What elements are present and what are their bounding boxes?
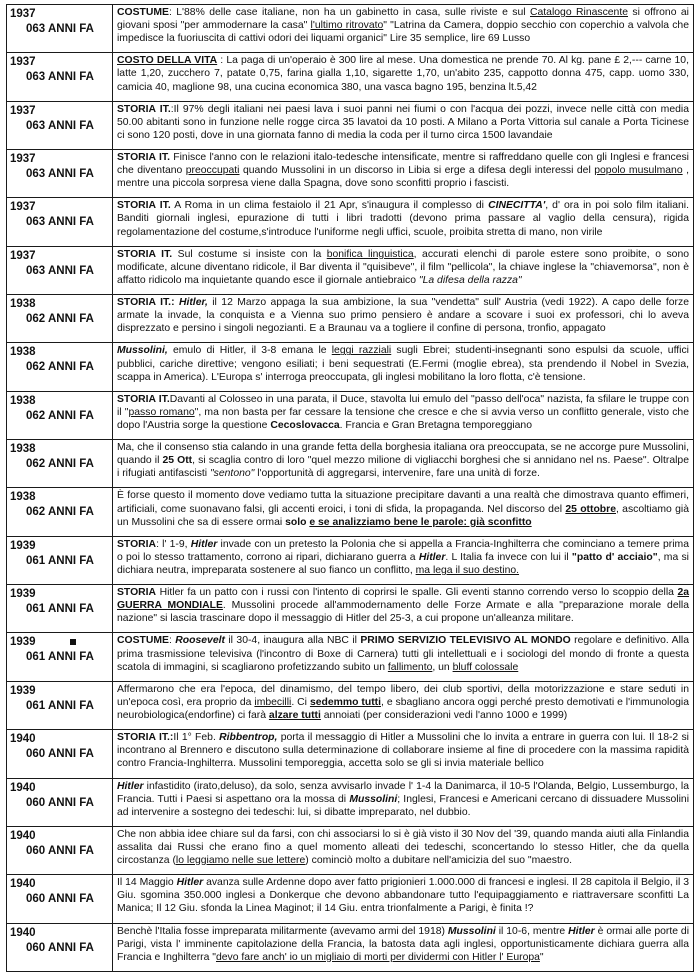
- entry-text: [113, 923, 694, 971]
- years-ago-label: 062 ANNI FA: [26, 361, 94, 374]
- years-ago-label: 063 ANNI FA: [26, 119, 94, 132]
- entry-text: [113, 101, 694, 149]
- table-row: [7, 53, 694, 101]
- entry-text: [113, 633, 694, 681]
- date-cell: [7, 101, 113, 149]
- text-run: Roosevelt: [175, 635, 225, 647]
- year-label: 1937: [10, 201, 36, 214]
- entry-text: [113, 488, 694, 536]
- table-row: [7, 150, 694, 198]
- year-label: 1937: [10, 153, 36, 166]
- entry-text: [113, 730, 694, 778]
- text-run: Hitler: [190, 538, 218, 550]
- text-run: bonifica linguistica: [326, 248, 414, 260]
- text-run: "patto d' acciaio": [571, 551, 658, 563]
- text-run: 2a GUERRA MONDIALE: [117, 587, 689, 612]
- text-run: 25 Ott: [162, 455, 193, 467]
- entry-text: [113, 440, 694, 488]
- table-row: [7, 101, 694, 149]
- text-run: STORIA IT.:: [117, 732, 174, 744]
- text-run: il 30-4, inaugura alla NBC il: [224, 635, 361, 647]
- text-run: . Mussolini procede all'ammodernamento delle Forze Armate e alla "preparazione morale della nazione" si lascia trascinare dopo il messaggio di Hitler del 25-3, a cui propone un'alleanza militare.: [117, 600, 689, 625]
- years-ago-label: 060 ANNI FA: [26, 941, 94, 954]
- table-row: [7, 681, 694, 729]
- text-run: . Ci: [291, 696, 310, 708]
- text-run: : l' 1-9,: [156, 538, 191, 550]
- entry-text: [113, 536, 694, 584]
- entry-text: [113, 826, 694, 874]
- text-run: bluff colossale: [452, 661, 519, 673]
- text-run: alzare tutti: [268, 710, 321, 721]
- text-run: " "Latrina da Camera, doppio secchio con coperchio a valvola che impedisce la fuoriuscita di cattivi odori dei liquami organici" Lire 35 semplice, lire 69 Lusso: [117, 20, 689, 45]
- text-run: infastidito (irato,deluso), da solo, senza avvisarlo invade l' 1-4 la Danimarca, il 10-5 l'Olanda, Belgio, Lussemburgo, la Francia. Tutti i Paesi si aspettano ora la mossa di: [117, 780, 689, 805]
- text-run: Mussolini,: [117, 345, 168, 357]
- text-run: Sul costume si insiste con la: [172, 248, 327, 260]
- text-run: CINECITTA': [488, 200, 546, 212]
- table-row: [7, 391, 694, 439]
- text-run: Catalogo Rinascente: [530, 7, 628, 18]
- text-run: STORIA IT.: [117, 152, 170, 164]
- text-run: . Francia e Gran Bretagna temporeggiano: [339, 419, 532, 431]
- years-ago-label: 061 ANNI FA: [26, 651, 94, 664]
- date-cell: [7, 488, 113, 536]
- year-label: 1939: [10, 636, 36, 649]
- text-run: ; Inglesi, Francesi e Americani cercano di dissuadere Mussolini ad intervenire a sostegno dei tedeschi: lui, si dibatte impreparato, nel dubbio.: [117, 793, 689, 818]
- date-cell: [7, 391, 113, 439]
- table-row: [7, 488, 694, 536]
- entry-text: [113, 343, 694, 391]
- text-run: Benchè l'Italia fosse impreparata militarmente (avevamo armi del 1918): [117, 925, 448, 937]
- year-label: 1938: [10, 394, 36, 407]
- date-cell: [7, 150, 113, 198]
- text-run: Cecoslovacca: [270, 419, 340, 431]
- years-ago-label: 060 ANNI FA: [26, 844, 94, 857]
- year-label: 1939: [10, 539, 36, 552]
- text-run: , accurati elenchi di parole estere sono proibite, o sono modificate, alcune diventano ridicole, il Bar diventa il "quisibeve", il film "pellicola", la chiave inglese la "chiavemorsa", non è affatto ridicolo ma inquietante quando esce il giornale antiebraico: [117, 248, 690, 286]
- text-run: quando Mussolini in un discorso in Libia si erge a difesa degli interessi del: [239, 165, 595, 177]
- table-row: [7, 246, 694, 294]
- text-run: Il 14 Maggio: [117, 877, 177, 889]
- table-row: [7, 536, 694, 584]
- years-ago-label: 062 ANNI FA: [26, 506, 94, 519]
- years-ago-label: 063 ANNI FA: [26, 71, 94, 84]
- date-cell: [7, 440, 113, 488]
- text-run: "La difesa della razza": [418, 274, 522, 286]
- text-run: A Roma in un clima festaiolo il 21 Apr, s'inaugura il complesso di: [170, 200, 489, 212]
- text-run: emulo di Hitler, il 3-8 emana le: [167, 345, 332, 357]
- entry-text: [113, 681, 694, 729]
- year-label: 1937: [10, 56, 36, 69]
- text-run: e se analizziamo bene le parole: già sconfitto: [309, 516, 532, 528]
- text-run: STORIA IT.: [117, 393, 170, 405]
- text-run: il 12 Marzo appaga la sua ambizione, la sua "vendetta" sull' Austria (vedi 1922). A capo delle forze armate la invade, la conquista e a Vienna suo primo pensiero è andare a scovare i suoi ex professori, chi lo aveva disprezzato e persino i singoli negozianti. E a Braunau va a togliere il confine di persona, tronfio, appagato: [117, 297, 689, 335]
- entry-text: [113, 150, 694, 198]
- text-run: invade con un pretesto la Polonia che si appella a Francia-Inghilterra che cominciano a temere prima o poi lo stesso trattamento, corrono ai ripari, dichiarano guerra a: [117, 538, 689, 563]
- table-row: [7, 295, 694, 343]
- table-row: [7, 923, 694, 971]
- bullet-square-icon: [70, 639, 76, 645]
- text-run: : L'88% delle case italiane, non ha un gabinetto in casa, sulle riviste e sul: [168, 7, 530, 18]
- text-run: :Il 97% degli italiani nei paesi lava i suoi panni nei fiumi o con l'acqua dei pozzi, invece nelle città con media 50.00 abitanti sono in funzione nelle rogge circa 35 lavatoi da 10 posti. A Milano a Porta Vittoria sul canale a Porta Ticinese ci sono 120 posti, dove in una giornata fanno di media la coda per il turno circa 1500 lavandaie: [117, 103, 689, 141]
- entry-text: [113, 585, 694, 633]
- text-run: , ma si dichiara neutra, impreparata sostenere al suo fianco un conflitto,: [117, 551, 689, 576]
- years-ago-label: 062 ANNI FA: [26, 458, 94, 471]
- text-run: STORIA: [117, 587, 157, 599]
- text-run: l'opportunità di aggregarsi, intervenire, fare una unità di forze.: [254, 468, 540, 480]
- date-cell: [7, 536, 113, 584]
- year-label: 1938: [10, 298, 36, 311]
- text-run: Che non abbia idee chiare sul da farsi, con chi associarsi lo si è già visto il 30 Nov del '39, quando manda aiuti alla Finlandia assalita dai Russi che erano fino a quel momento alleati dei tedeschi, sconcertando lo stesso Hitler, che da quella circostanza (: [117, 828, 689, 867]
- text-run: STORIA IT.: [117, 103, 171, 115]
- date-cell: [7, 778, 113, 826]
- table-row: [7, 585, 694, 633]
- year-label: 1937: [10, 104, 36, 117]
- entry-text: [113, 391, 694, 439]
- date-cell: [7, 585, 113, 633]
- table-row: [7, 633, 694, 681]
- year-label: 1940: [10, 733, 36, 746]
- entry-text: [113, 875, 694, 923]
- entry-text: [113, 295, 694, 343]
- year-label: 1938: [10, 491, 36, 504]
- text-run: solo: [285, 516, 307, 528]
- text-run: , si scaglia contro di loro "quel mezzo milione di vigliacchi borghesi che si annidano nel ns. Paese". Oltralpe i rifugiati antifascisti: [117, 455, 689, 480]
- years-ago-label: 060 ANNI FA: [26, 893, 94, 906]
- date-cell: [7, 343, 113, 391]
- text-run: imbecilli: [254, 696, 292, 708]
- text-run: :: [168, 635, 176, 647]
- years-ago-label: 063 ANNI FA: [26, 264, 94, 277]
- years-ago-label: 061 ANNI FA: [26, 603, 94, 616]
- text-run: , ascoltiamo già un Mussolini che sa di essere ormai: [117, 503, 689, 528]
- date-cell: [7, 633, 113, 681]
- text-run: Hitler: [176, 877, 204, 889]
- text-run: Hitler fa un patto con i russi con l'intento di coprirsi le spalle. Gli eventi stanno correndo verso lo scoppio della: [156, 587, 678, 599]
- text-run: il 10-6, mentre: [495, 925, 569, 937]
- date-cell: [7, 198, 113, 246]
- text-run: regolare e definitivo. Alla prima trasmissione televisiva (l'incontro di Boxe di Carnera) tutti gli intellettuali e i sociologi del mondo di fronte a questa scatola di immagini, si scagliarono profetizzando subito un: [117, 635, 689, 673]
- years-ago-label: 062 ANNI FA: [26, 409, 94, 422]
- text-run: Finisce l'anno con le relazioni italo-tedesche intensificate, mentre si raffreddano quelle con gli Inglesi e francesi che diventano: [117, 152, 689, 177]
- text-run: 25 ottobre: [565, 503, 616, 515]
- text-run: ": [539, 951, 544, 963]
- date-cell: [7, 681, 113, 729]
- text-run: si offrono ai giovani sposi "per ammodernare la casa": [117, 7, 689, 32]
- text-run: Ribbentrop,: [219, 732, 278, 744]
- text-run: , un: [432, 661, 453, 673]
- text-run: Hitler: [568, 925, 595, 937]
- text-run: ) cominciò molto a dubitare nell'amicizia del suo "maestro.: [305, 855, 573, 867]
- text-run: devo fare anch' io un migliaio di morti per dividermi con Hitler l' Europa: [215, 951, 540, 963]
- years-ago-label: 061 ANNI FA: [26, 554, 94, 567]
- text-run: Davanti al Colosseo in una parata, il Duce, stavolta lui emulo del "passo dell'oca" nazista, fa sfilare le truppe con il ": [117, 393, 689, 418]
- text-run: preoccupati: [185, 165, 240, 177]
- year-label: 1938: [10, 346, 36, 359]
- text-run: lo leggiamo nelle sue lettere: [175, 855, 306, 867]
- table-row: [7, 826, 694, 874]
- year-label: 1937: [10, 8, 36, 20]
- year-label: 1940: [10, 781, 36, 794]
- text-run: STORIA IT.:: [117, 297, 179, 309]
- text-run: ", ma non basta per far cessare la tensione che cresce e che si avvia verso un conflitto generale, visto che dopo l'Austria sorge la questione: [117, 406, 689, 431]
- date-cell: [7, 246, 113, 294]
- text-run: Hitler,: [178, 297, 208, 309]
- text-run: , e sbagliano ancora oggi perché presto demotivati e l'immunologia neurobiologica(endorfine) ci farà: [117, 696, 689, 721]
- text-run: COSTUME: [117, 7, 169, 18]
- date-cell: [7, 295, 113, 343]
- entry-text: [113, 198, 694, 246]
- text-run: annoiati (per considerazioni vedi l'anno 1000 e 1999): [320, 710, 568, 721]
- table-row: [7, 875, 694, 923]
- text-run: È forse questo il momento dove vediamo tutta la situazione precipitare davanti a una realtà che dimostrava quanto effimeri, artificiali, come suonavano falsi, gli accenti eroici, i toni di sfida, la propaganda. Nel discorso del: [117, 490, 689, 515]
- year-label: 1939: [10, 684, 36, 697]
- table-row: [7, 440, 694, 488]
- entry-text: [113, 5, 694, 53]
- years-ago-label: 062 ANNI FA: [26, 313, 94, 326]
- entry-text: [113, 246, 694, 294]
- years-ago-label: 063 ANNI FA: [26, 23, 94, 35]
- text-run: COSTUME: [117, 635, 169, 647]
- years-ago-label: 063 ANNI FA: [26, 168, 94, 181]
- text-run: sedemmo tutti: [309, 696, 381, 708]
- text-run: passo romano: [128, 406, 195, 418]
- text-run: : La paga di un'operaio è 300 lire al mese. Una domestica ne prende 70. Al kg. pane £ 2,--- carne 10, latte 1,20, zucchero 7, patate 0,75, farina gialla 1,10, sigarette 1,70, un'abito 235, cappotto donna 475, capp. uomo 330, camicia 40, maglione 98, una cucina economica 380, una vasca bagno 195, benzina lt.5,42: [117, 55, 689, 93]
- text-run: . L Italia fa invece con lui il: [445, 551, 572, 563]
- text-run: "sentono": [209, 468, 255, 480]
- date-cell: [7, 875, 113, 923]
- text-run: popolo musulmano: [594, 165, 683, 177]
- year-label: 1940: [10, 878, 36, 891]
- text-run: fallimento: [387, 661, 433, 673]
- text-run: , mentre una piccola sorpresa viene dalla Spagna, dove sono sconfitti proprio i fascisti.: [117, 165, 689, 190]
- table-row: [7, 5, 694, 53]
- text-run: Hitler: [117, 780, 144, 792]
- text-run: COSTO DELLA VITA: [117, 55, 218, 67]
- date-cell: [7, 5, 113, 53]
- text-run: Mussolini: [447, 925, 496, 937]
- text-run: , d' ora in poi solo film italiani. Banditi giornali inglesi, epurazione di tutti i libri tradotti (devono prima passare al vaglio della censura), rigida regolamentazione del costume,s'introduce l'uniforme negli uffici, scuole, proibita stretta di mano, non virile: [117, 200, 689, 238]
- table-row: [7, 198, 694, 246]
- text-run: Ma, che il consenso stia calando in una grande fetta della borghesia italiana ora preoccupata, se ne accorge pure Mussolini, quando il: [117, 442, 689, 467]
- entry-text: [113, 778, 694, 826]
- years-ago-label: 061 ANNI FA: [26, 699, 94, 712]
- text-run: l'ultimo ritrovato: [310, 20, 384, 32]
- year-label: 1937: [10, 249, 36, 262]
- text-run: Mussolini: [349, 793, 398, 805]
- date-cell: [7, 923, 113, 971]
- text-run: PRIMO SERVIZIO TELEVISIVO AL MONDO: [360, 635, 571, 647]
- entry-text: [113, 53, 694, 101]
- date-cell: [7, 53, 113, 101]
- year-label: 1940: [10, 926, 36, 939]
- year-label: 1939: [10, 588, 36, 601]
- text-run: è ormai alle porte di Parigi, vista l' imminente capitolazione della Francia, la batosta data agli inglesi, opportunisticamente dichiara guerra alla Francia e Inghilterra ": [117, 925, 690, 963]
- table-row: [7, 730, 694, 778]
- text-run: ma lega il suo destino.: [415, 564, 520, 576]
- table-row: [7, 343, 694, 391]
- text-run: Affermarono che era l'epoca, del dinamismo, del tempo libero, dei club sportivi, della motorizzazione e stare seduti in un'epoca così, era proprio da: [117, 683, 689, 708]
- years-ago-label: 060 ANNI FA: [26, 748, 94, 761]
- text-run: sugli Ebrei; studenti-insegnanti sono espulsi da scuole, uffici pubblici, cariche direttive; vengono esiliati; i beni sequestrati (E.Fermi (moglie ebrea), sta prendendo il Nobel in Svezia, scappa in America). L'Europa s' interroga preoccupata, gli inglesi mobilitano la loro flotta, c'è tensione.: [117, 345, 689, 383]
- text-run: STORIA IT.: [117, 200, 171, 212]
- text-run: STORIA: [117, 538, 157, 550]
- date-cell: [7, 826, 113, 874]
- chronology-table: [6, 4, 694, 972]
- text-run: Hitler: [418, 551, 446, 563]
- year-label: 1938: [10, 443, 36, 456]
- chronology-rows: [7, 5, 694, 972]
- text-run: avanza sulle Ardenne dopo aver fatto prigionieri 1.000.000 di francesi e inglesi. Il 28 capitola il Belgio, il 3 Giu. sgomina 350.000 inglesi a Donkerque che devono abbandonare tutto l'equipaggiamento e riattraversare sconfitti La Manica; Il 12 Giu. sfonda la Linea Maginot; il 14 Giu. entra trionfalmente a Parigi, è finita !?: [117, 877, 689, 915]
- years-ago-label: 060 ANNI FA: [26, 796, 94, 809]
- years-ago-label: 063 ANNI FA: [26, 216, 94, 229]
- text-run: STORIA IT.: [117, 248, 173, 260]
- text-run: porta il messaggio di Hitler a Mussolini che lo invita a entrare in guerra con lui. Il 18-2 si incontrano al Brennero e discutono sulla determinazione di collaborare insieme al fine di procedere con la massima rapidità contro Francia-Inghilterra. Mussolini temporeggia, accetta solo se gli si invia materiale bellico: [117, 732, 689, 770]
- table-row: [7, 778, 694, 826]
- text-run: leggi razziali: [331, 345, 392, 357]
- text-run: Il 1° Feb.: [173, 732, 220, 744]
- date-cell: [7, 730, 113, 778]
- year-label: 1940: [10, 829, 36, 842]
